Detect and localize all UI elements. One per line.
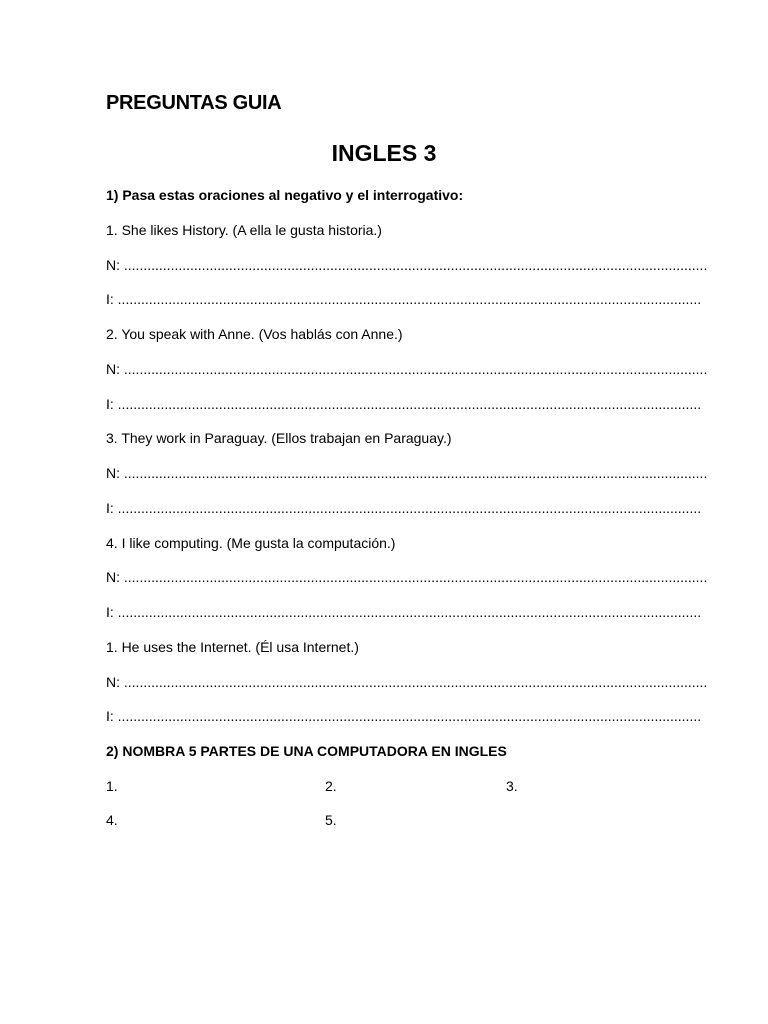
answer-dots: ......................................................................................................................................................: [123, 257, 708, 273]
answer-dots: ......................................................................................................................................................: [123, 465, 708, 481]
negative-label: N:: [106, 569, 120, 585]
answer-line-interrogative-5[interactable]: [106, 708, 702, 724]
sentence-4: 4. I like computing. (Me gusta la computación.): [106, 535, 396, 551]
sentence-3: 3. They work in Paraguay. (Ellos trabajan en Paraguay.): [106, 430, 452, 446]
answer-line-negative-5[interactable]: [106, 674, 708, 690]
answer-dots: ......................................................................................................................................................: [117, 291, 702, 307]
answer-dots: ......................................................................................................................................................: [123, 361, 708, 377]
sentence-2: 2. You speak with Anne. (Vos hablás con Anne.): [106, 326, 403, 342]
computer-part-slot-5[interactable]: 5.: [325, 812, 337, 828]
interrogative-label: I:: [106, 708, 114, 724]
answer-dots: ......................................................................................................................................................: [117, 604, 702, 620]
answer-dots: ......................................................................................................................................................: [123, 569, 708, 585]
answer-dots: ......................................................................................................................................................: [117, 708, 702, 724]
answer-line-negative-4[interactable]: [106, 569, 708, 585]
interrogative-label: I:: [106, 500, 114, 516]
answer-line-interrogative-1[interactable]: [106, 291, 702, 307]
answer-line-interrogative-3[interactable]: [106, 500, 702, 516]
negative-label: N:: [106, 257, 120, 273]
answer-line-negative-1[interactable]: [106, 257, 708, 273]
answer-line-negative-3[interactable]: [106, 465, 708, 481]
computer-part-slot-3[interactable]: 3.: [506, 778, 518, 794]
sentence-5: 1. He uses the Internet. (Él usa Internet.): [106, 639, 359, 655]
answer-line-negative-2[interactable]: [106, 361, 708, 377]
sentence-1: 1. She likes History. (A ella le gusta historia.): [106, 222, 382, 238]
answer-dots: ......................................................................................................................................................: [117, 396, 702, 412]
interrogative-label: I:: [106, 396, 114, 412]
negative-label: N:: [106, 465, 120, 481]
section2-heading: 2) NOMBRA 5 PARTES DE UNA COMPUTADORA EN INGLES: [106, 743, 507, 759]
document-title: INGLES 3: [331, 140, 437, 166]
negative-label: N:: [106, 361, 120, 377]
computer-part-slot-4[interactable]: 4.: [106, 812, 118, 828]
computer-part-slot-1[interactable]: 1.: [106, 778, 118, 794]
interrogative-label: I:: [106, 291, 114, 307]
answer-line-interrogative-2[interactable]: [106, 396, 702, 412]
answer-dots: ......................................................................................................................................................: [123, 674, 708, 690]
negative-label: N:: [106, 674, 120, 690]
answer-line-interrogative-4[interactable]: [106, 604, 702, 620]
computer-part-slot-2[interactable]: 2.: [325, 778, 337, 794]
header-title: PREGUNTAS GUIA: [106, 92, 282, 114]
answer-dots: ......................................................................................................................................................: [117, 500, 702, 516]
section1-heading: 1) Pasa estas oraciones al negativo y el interrogativo:: [106, 187, 464, 203]
interrogative-label: I:: [106, 604, 114, 620]
